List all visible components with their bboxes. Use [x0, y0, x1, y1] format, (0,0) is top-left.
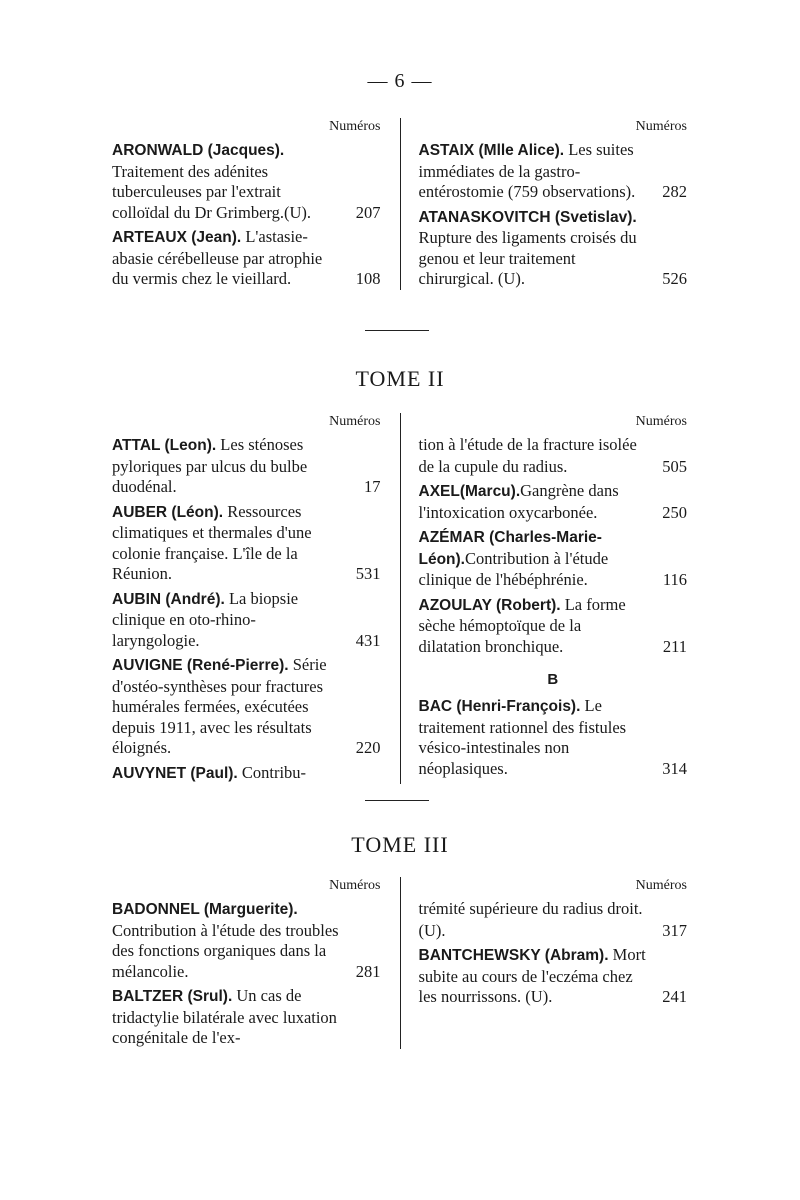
- author-name: ARONWALD (Jacques).: [112, 142, 285, 159]
- right-column: [419, 413, 688, 784]
- entry-number: 108: [355, 269, 381, 288]
- author-name: BAC (Henri-François).: [418, 698, 581, 715]
- left-column: [112, 413, 381, 784]
- entry-title: tion à l'étude de la fracture isolée de la cupule du radius.: [418, 435, 637, 476]
- right-column: [419, 118, 688, 290]
- entry-number: 314: [662, 758, 687, 778]
- tome-heading: TOME II: [355, 366, 445, 391]
- entry-number: 505: [662, 456, 687, 476]
- entry-title: Les sténoses pyloriques par ulcus du bulbe duodénal.: [112, 435, 308, 496]
- entry-number: 250: [662, 502, 687, 522]
- index-entry: [419, 595, 688, 658]
- author-name: AUBER (Léon).: [112, 503, 224, 521]
- entry-title: Le traitement rationnel des fistules vésico-intestinales non néoplasiques.: [418, 696, 627, 778]
- left-column: [112, 877, 381, 1049]
- numeros-header: Numéros: [635, 119, 687, 134]
- entry-number: 281: [355, 961, 381, 981]
- section-tome-ii: [112, 413, 687, 784]
- column-divider: [400, 413, 401, 784]
- entry-title: Contribution à l'étude des troubles des fonctions organiques dans la mélancolie.: [112, 920, 339, 981]
- index-entry: [112, 502, 381, 585]
- letter-heading: B: [547, 671, 559, 688]
- author-name: AUVIGNE (René-Pierre).: [112, 657, 289, 674]
- author-name: AUBIN (André).: [112, 590, 225, 608]
- entry-number: 431: [355, 630, 381, 650]
- entry-title: Mort subite au cours de l'eczéma chez les nourrissons. (U).: [418, 945, 646, 1006]
- entry-title: Contribution à l'étude clinique de l'hébéphrénie.: [418, 548, 609, 589]
- entry-number: 116: [662, 570, 687, 589]
- entry-title: Rupture des ligaments croisés du genou et leur traitement chirurgical. (U).: [418, 228, 637, 288]
- author-name: ASTAIX (Mlle Alice).: [418, 142, 565, 159]
- entry-number: 531: [355, 564, 381, 583]
- numeros-header: Numéros: [329, 414, 381, 429]
- left-column: [112, 118, 381, 290]
- page-number: — 6 —: [367, 70, 433, 92]
- author-name: BALTZER (Srul).: [112, 988, 233, 1005]
- entry-title: trémité supérieure du radius droit. (U).: [418, 899, 643, 940]
- index-entry: [419, 207, 688, 290]
- index-entry: [419, 435, 688, 477]
- entry-number: 526: [662, 269, 687, 288]
- section-tome-i: [112, 118, 687, 290]
- author-name: ATTAL (Leon).: [112, 437, 217, 454]
- index-entry: [112, 655, 381, 759]
- index-entry: [419, 527, 688, 591]
- index-entry: [112, 227, 381, 290]
- tome-heading: TOME III: [351, 832, 449, 857]
- index-entry: [112, 140, 381, 223]
- index-entry: [112, 986, 381, 1049]
- entry-number: 220: [355, 738, 381, 757]
- entry-number: 211: [662, 636, 687, 656]
- entry-number: 282: [662, 182, 687, 201]
- entry-number: 241: [662, 987, 687, 1006]
- index-entry: [419, 945, 688, 1008]
- entry-title: Les suites immédiates de la gastro-entérostomie (759 observations).: [418, 140, 636, 201]
- author-name: AUVYNET (Paul).: [112, 764, 238, 782]
- author-name: ATANASKOVITCH (Svetislav).: [418, 208, 637, 226]
- entry-number: 207: [355, 202, 381, 222]
- right-column: [419, 877, 688, 1049]
- index-entry: [112, 589, 381, 652]
- entry-title: Série d'ostéo-synthèses pour fractures humérales fermées, exécutées depuis 1911, avec les résultats éloignés.: [112, 655, 327, 757]
- author-name: BADONNEL (Marguerite).: [112, 901, 298, 918]
- entry-title: L'astasie-abasie cérébelleuse par atrophie du vermis chez le vieillard.: [112, 227, 323, 288]
- author-name: AXEL(Marcu).: [418, 483, 521, 500]
- author-name: AZÉMAR (Charles-Marie-Léon).: [418, 529, 602, 568]
- index-entry: [112, 899, 381, 982]
- numeros-header: Numéros: [635, 878, 687, 893]
- entry-title: Traitement des adénites tuberculeuses par l'extrait colloïdal du Dr Grimberg.(U).: [112, 161, 312, 222]
- numeros-header: Numéros: [635, 414, 687, 429]
- author-name: ARTEAUX (Jean).: [112, 229, 242, 246]
- entry-title: La biopsie clinique en oto-rhino-laryngologie.: [112, 588, 299, 650]
- section-tome-iii: [112, 877, 687, 1049]
- column-divider: [400, 118, 401, 290]
- index-entry: [112, 435, 381, 498]
- entry-title: La forme sèche hémoptoïque de la dilatation bronchique.: [418, 594, 626, 656]
- entry-title: Contribu-: [241, 762, 307, 782]
- author-name: AZOULAY (Robert).: [418, 596, 561, 614]
- entry-title: Un cas de tridactylie bilatérale avec luxation congénitale de l'ex-: [112, 986, 337, 1047]
- entry-number: 17: [364, 477, 381, 496]
- index-entry: [419, 140, 688, 203]
- entry-number: 317: [662, 920, 687, 940]
- section-rule: [365, 330, 429, 331]
- entry-title: Gangrène dans l'intoxication oxycarbonée.: [418, 481, 619, 522]
- index-entry: [419, 899, 688, 941]
- index-entry: [112, 763, 381, 785]
- author-name: BANTCHEWSKY (Abram).: [418, 947, 609, 964]
- index-entry: [419, 481, 688, 523]
- section-rule: [365, 800, 429, 801]
- numeros-header: Numéros: [329, 878, 381, 893]
- numeros-header: Numéros: [329, 119, 381, 134]
- entry-title: Ressources climatiques et thermales d'une colonie française. L'île de la Réunion.: [112, 501, 312, 583]
- index-entry: [419, 696, 688, 779]
- column-divider: [400, 877, 401, 1049]
